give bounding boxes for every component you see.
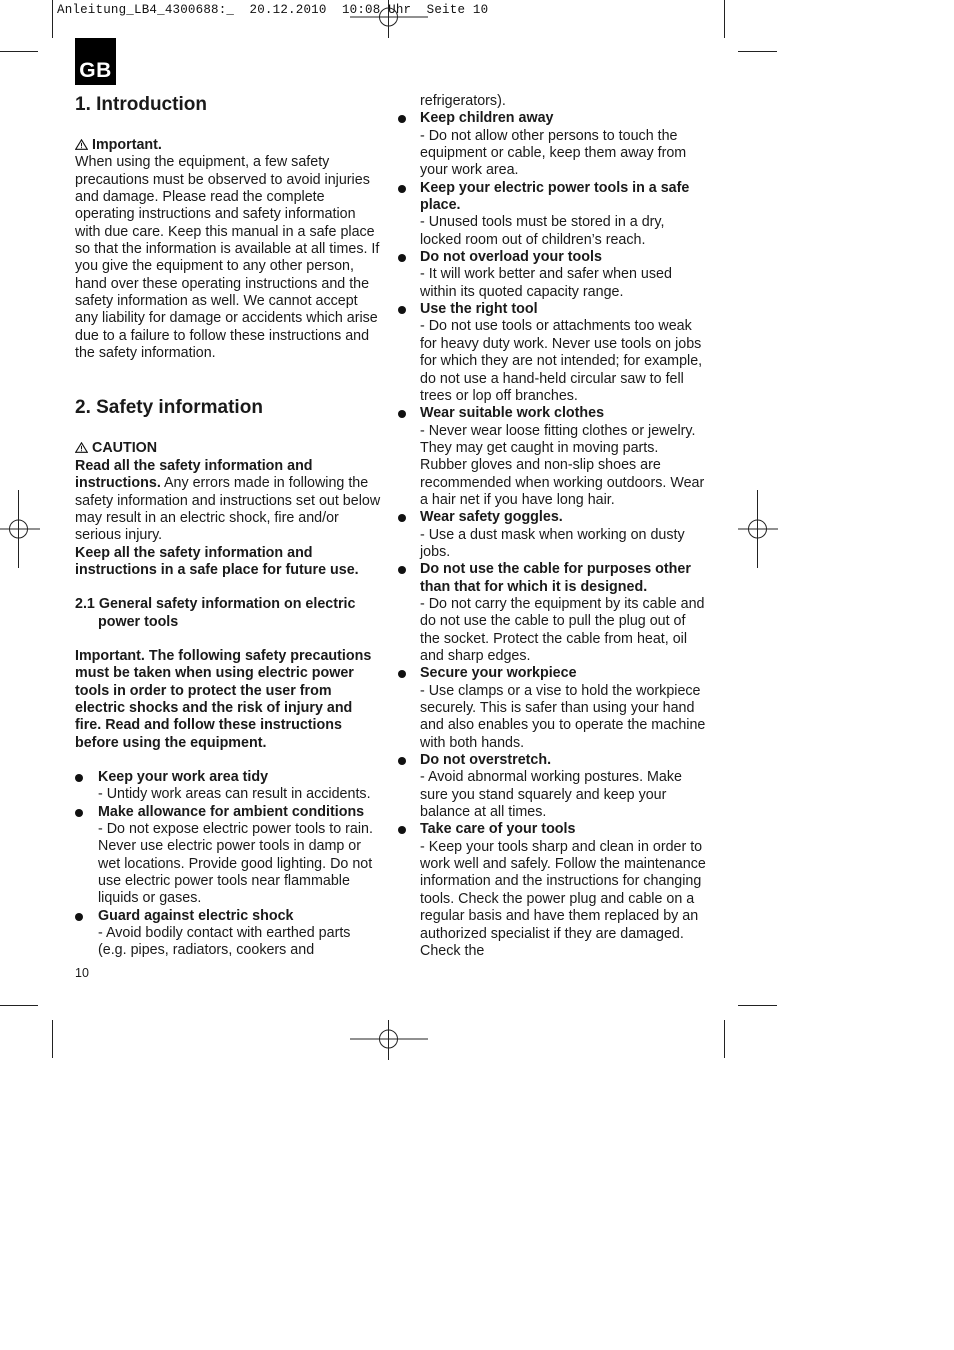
warning-icon	[75, 442, 88, 453]
item-title: Secure your workpiece	[420, 665, 577, 682]
intro-body: When using the equipment, a few safety precautions must be observed to avoid injuries and damage. Please read the complete operating instructions and safety information with due care. Keep this manual in a safe place so that the information is available at all times. If you give the equipment to any other person, hand over these operating instructions and the safety information as well. We cannot accept any liability for damage or accidents which arise due to a failure to follow these instructions and the safety information.	[75, 154, 380, 362]
keep-instructions-para: Keep all the safety information and instructions in a safe place for future use.	[75, 544, 359, 578]
list-item	[420, 509, 706, 561]
read-rest: Any errors made in following the safety information and instructions set out below may result in an electric shock, fire and/or serious injury.	[75, 475, 381, 544]
item-title: Take care of your tools	[420, 821, 576, 838]
important-precautions-para: Important. The following safety precautions must be taken when using electric power tools in order to protect the user from electric shocks and the risk of injury and fire. Read and follow these instructions before using the equipment.	[75, 647, 372, 751]
item-title: Make allowance for ambient conditions	[98, 803, 365, 820]
warning-icon	[75, 139, 88, 150]
item-title: Do not overstretch.	[420, 752, 552, 769]
item-text: - Untidy work areas can result in accidents.	[98, 786, 371, 803]
item-text: - Avoid bodily contact with earthed parts (e.g. pipes, radiators, cookers and	[98, 925, 351, 959]
item-title: Use the right tool	[420, 301, 538, 318]
list-item	[420, 249, 706, 301]
item-title: Wear safety goggles.	[420, 509, 563, 526]
item-text: - Do not use tools or attachments too weak for heavy duty work. Never use tools on jobs for which they are not intended; for example, do not use a hand-held circular saw to fell trees or lop off branches.	[420, 318, 703, 404]
bullet-icon	[398, 410, 406, 418]
list-item	[420, 821, 706, 960]
registration-mark-bottom	[350, 1020, 428, 1060]
caution-label: CAUTION	[92, 440, 158, 457]
item-text: - Use clamps or a vise to hold the workpiece securely. This is safer than using your hand and also enables you to operate the machine with both hands.	[420, 682, 706, 751]
list-item	[420, 110, 706, 179]
item-text: - Unused tools must be stored in a dry, locked room out of children’s reach.	[420, 214, 665, 248]
bullet-icon	[398, 115, 406, 123]
page-number: 10	[75, 966, 89, 980]
list-item	[420, 301, 706, 405]
item-title: Keep children away	[420, 110, 554, 127]
read-bold: Read all the safety information and instructions.	[75, 457, 313, 492]
bullet-icon	[75, 809, 83, 817]
list-item	[420, 752, 706, 821]
registration-mark-left	[0, 490, 40, 568]
registration-mark-right	[738, 490, 778, 568]
important-label: Important.	[92, 137, 162, 153]
list-item	[75, 908, 381, 960]
item-text: - Do not expose electric power tools to rain. Never use electric power tools in damp or wet locations. Provide good lighting. Do not use electric power tools near flammable liquids or gases.	[98, 821, 373, 907]
bullet-icon	[398, 566, 406, 574]
bullet-icon	[398, 306, 406, 314]
item-text: - It will work better and safer when used within its quoted capacity range.	[420, 266, 672, 300]
left-column	[75, 94, 381, 960]
bullet-icon	[75, 774, 83, 782]
safety-heading: 2. Safety information	[75, 397, 263, 419]
item-title: Wear suitable work clothes	[420, 405, 605, 422]
right-column	[420, 93, 706, 960]
right-safety-list	[420, 110, 706, 960]
list-item	[420, 180, 706, 249]
item-text: - Keep your tools sharp and clean in order to work well and safely. Follow the maintenance information and the instructions for changing tools. Check the power plug and cable on a regular basis and have them replaced by an authorized specialist if they are damaged. Check the	[420, 838, 706, 959]
print-slug: Anleitung_LB4_4300688:_ 20.12.2010 10:08 Uhr Seite 10	[57, 3, 489, 17]
item-text: - Use a dust mask when working on dusty jobs.	[420, 526, 685, 560]
general-safety-subheading: 2.1 General safety information on electric power tools	[75, 596, 356, 630]
list-item	[75, 769, 381, 804]
important-note	[75, 137, 381, 154]
language-badge: GB	[75, 38, 116, 85]
item-text: - Avoid abnormal working postures. Make sure you stand squarely and keep your balance at all times.	[420, 769, 682, 821]
bullet-icon	[398, 757, 406, 765]
continuation-text: refrigerators).	[420, 93, 506, 109]
bullet-icon	[398, 185, 406, 193]
item-title: Keep your work area tidy	[98, 768, 269, 785]
item-text: - Never wear loose fitting clothes or jewelry. They may get caught in moving parts. Rubber gloves and non-slip shoes are recommended when working outdoors. Wear a hair net if you have long hair.	[420, 422, 705, 508]
left-safety-list	[75, 769, 381, 960]
list-item	[75, 804, 381, 908]
bullet-icon	[398, 254, 406, 262]
item-text: - Do not allow other persons to touch the equipment or cable, keep them away from your work area.	[420, 127, 687, 179]
list-item	[420, 561, 706, 665]
bullet-icon	[398, 670, 406, 678]
list-item	[420, 405, 706, 509]
bullet-icon	[75, 913, 83, 921]
read-instructions-para	[75, 458, 381, 545]
item-text: - Do not carry the equipment by its cable and do not use the cable to pull the plug out of the socket. Protect the cable from heat, oil and sharp edges.	[420, 595, 705, 664]
bullet-icon	[398, 514, 406, 522]
item-title: Guard against electric shock	[98, 907, 294, 924]
bullet-icon	[398, 826, 406, 834]
item-title: Do not use the cable for purposes other than that for which it is designed.	[420, 561, 691, 595]
list-item	[420, 665, 706, 752]
item-title: Keep your electric power tools in a safe place.	[420, 179, 690, 214]
item-title: Do not overload your tools	[420, 249, 602, 266]
registration-mark-top	[350, 0, 428, 40]
caution-note	[75, 440, 381, 457]
intro-heading: 1. Introduction	[75, 94, 207, 115]
